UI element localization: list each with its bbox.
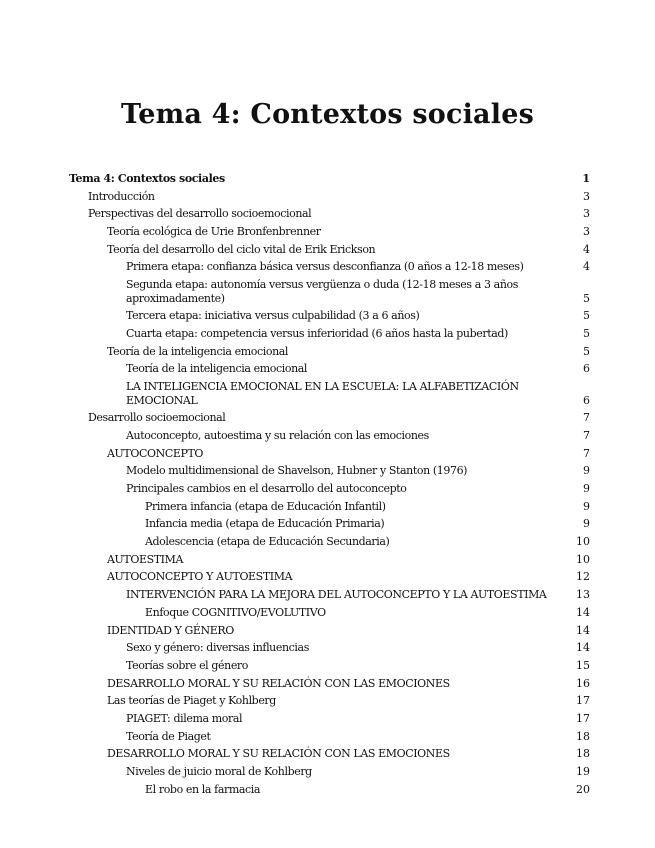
toc-entry-title: Teoría ecológica de Urie Bronfenbrenner [107, 225, 321, 239]
toc-entry[interactable] [69, 172, 590, 186]
toc-entry[interactable] [69, 309, 590, 323]
toc-entry-title: Adolescencia (etapa de Educación Secundaria) [145, 535, 390, 549]
toc-entry-page-number: 18 [576, 729, 590, 743]
toc-entry-page-number: 5 [583, 327, 590, 340]
toc-entry[interactable] [69, 747, 590, 761]
toc-entry[interactable] [69, 225, 590, 239]
toc-entry[interactable] [69, 429, 590, 443]
toc-entry-title: El robo en la farmacia [145, 782, 261, 796]
toc-entry-page-number: 14 [576, 623, 590, 637]
toc-entry-title: Teoría de la inteligencia emocional [107, 344, 289, 358]
toc-entry-title: Modelo multidimensional de Shavelson, Hubner y Stanton (1976) [126, 464, 468, 478]
toc-entry-title: Sexo y género: diversas influencias [126, 641, 309, 655]
toc-entry[interactable] [69, 624, 590, 638]
toc-entry-title: Primera etapa: confianza básica versus desconfianza (0 años a 12-18 meses) [126, 260, 524, 274]
toc-entry-page-number: 6 [583, 362, 590, 376]
toc-entry-title: DESARROLLO MORAL Y SU RELACIÓN CON LAS EMOCIONES [107, 676, 450, 690]
toc-entry-title: Cuarta etapa: competencia versus inferioridad (6 años hasta la pubertad) [126, 327, 508, 340]
toc-entry[interactable] [69, 712, 590, 726]
toc-entry-title: Teoría de la inteligencia emocional [126, 362, 308, 376]
toc-entry-title: Desarrollo socioemocional [88, 411, 226, 425]
toc-entry[interactable] [69, 517, 590, 531]
toc-entry-title: AUTOCONCEPTO Y AUTOESTIMA [107, 570, 293, 584]
toc-entry-title: Segunda etapa: autonomía versus vergüenza o duda (12-18 meses a 3 años aproximadamente) [126, 278, 518, 305]
toc-entry[interactable] [69, 464, 590, 478]
toc-entry-title: DESARROLLO MORAL Y SU RELACIÓN CON LAS EMOCIONES [107, 747, 450, 761]
toc-entry-page-number: 10 [576, 535, 590, 549]
toc-entry-page-number: 7 [583, 428, 590, 442]
toc-entry-title: Perspectivas del desarrollo socioemocional [88, 207, 312, 221]
toc-entry-title: Niveles de juicio moral de Kohlberg [126, 765, 312, 778]
table-of-contents [69, 172, 590, 800]
toc-entry-page-number: 1 [582, 172, 590, 185]
toc-entry-title: Primera infancia (etapa de Educación Infantil) [145, 499, 386, 513]
toc-entry-page-number: 5 [583, 344, 590, 358]
toc-entry[interactable] [69, 278, 590, 305]
toc-entry-page-number: 14 [576, 641, 590, 655]
toc-entry-title: Teoría del desarrollo del ciclo vital de Erik Erickson [107, 242, 376, 256]
toc-entry[interactable] [69, 207, 590, 221]
toc-entry-title: Tercera etapa: iniciativa versus culpabilidad (3 a 6 años) [126, 309, 420, 323]
toc-entry[interactable] [69, 677, 590, 691]
toc-entry[interactable] [69, 482, 590, 496]
toc-entry-title: Infancia media (etapa de Educación Primaria) [145, 517, 385, 531]
toc-entry[interactable] [69, 500, 590, 514]
toc-entry-page-number: 5 [583, 291, 590, 305]
toc-entry[interactable] [69, 783, 590, 797]
toc-entry-page-number: 3 [583, 189, 590, 203]
toc-entry-page-number: 19 [576, 765, 590, 778]
toc-entry-title: Autoconcepto, autoestima y su relación con las emociones [126, 428, 429, 442]
toc-entry-page-number: 4 [583, 242, 590, 256]
toc-entry-page-number: 12 [576, 570, 590, 584]
toc-entry[interactable] [69, 765, 590, 779]
toc-entry-title: Enfoque COGNITIVO/EVOLUTIVO [145, 605, 326, 619]
toc-entry[interactable] [69, 659, 590, 673]
toc-entry-page-number: 3 [583, 207, 590, 221]
toc-entry[interactable] [69, 606, 590, 620]
toc-entry-page-number: 15 [576, 658, 590, 672]
toc-entry[interactable] [69, 345, 590, 359]
toc-entry[interactable] [69, 260, 590, 274]
toc-entry-page-number: 9 [583, 464, 590, 478]
toc-entry-page-number: 6 [583, 393, 590, 407]
toc-entry-page-number: 9 [583, 517, 590, 531]
toc-entry[interactable] [69, 588, 590, 602]
toc-entry-page-number: 3 [583, 225, 590, 239]
toc-entry-page-number: 16 [576, 676, 590, 690]
toc-entry[interactable] [69, 380, 590, 407]
toc-entry-page-number: 10 [576, 552, 590, 566]
toc-entry[interactable] [69, 190, 590, 204]
toc-entry-title: AUTOCONCEPTO [107, 446, 204, 460]
toc-entry-page-number: 7 [583, 446, 590, 460]
toc-entry-page-number: 18 [576, 747, 590, 761]
toc-entry-title: INTERVENCIÓN PARA LA MEJORA DEL AUTOCONCEPTO Y LA AUTOESTIMA [126, 588, 547, 602]
toc-entry-title: Las teorías de Piaget y Kohlberg [107, 694, 276, 708]
toc-entry-title: Tema 4: Contextos sociales [69, 172, 225, 185]
toc-entry-title: Teorías sobre el género [126, 658, 249, 672]
toc-entry-page-number: 17 [576, 711, 590, 725]
toc-entry-page-number: 7 [583, 411, 590, 425]
toc-entry-title: Principales cambios en el desarrollo del autoconcepto [126, 482, 407, 495]
toc-entry[interactable] [69, 694, 590, 708]
toc-entry-title: Introducción [88, 189, 155, 203]
page-title: Tema 4: Contextos sociales [121, 99, 534, 130]
toc-entry-page-number: 14 [576, 605, 590, 619]
toc-entry-title: LA INTELIGENCIA EMOCIONAL EN LA ESCUELA: LA ALFABETIZACIÓN EMOCIONAL [126, 380, 519, 407]
toc-entry[interactable] [69, 362, 590, 376]
toc-entry-title: PIAGET: dilema moral [126, 711, 243, 725]
toc-entry-page-number: 5 [583, 309, 590, 323]
toc-entry[interactable] [69, 327, 590, 341]
toc-entry-page-number: 13 [576, 588, 590, 602]
toc-entry-title: Teoría de Piaget [126, 729, 211, 743]
toc-entry-page-number: 20 [576, 782, 590, 796]
toc-entry-title: IDENTIDAD Y GÉNERO [107, 623, 234, 637]
toc-entry[interactable] [69, 243, 590, 257]
toc-entry[interactable] [69, 411, 590, 425]
toc-entry[interactable] [69, 730, 590, 744]
toc-entry[interactable] [69, 641, 590, 655]
toc-entry[interactable] [69, 553, 590, 567]
toc-entry[interactable] [69, 535, 590, 549]
toc-entry[interactable] [69, 570, 590, 584]
toc-entry-title: AUTOESTIMA [107, 552, 184, 566]
toc-entry-page-number: 4 [583, 260, 590, 274]
toc-entry-page-number: 9 [583, 499, 590, 513]
toc-entry[interactable] [69, 447, 590, 461]
toc-entry-page-number: 17 [576, 694, 590, 708]
toc-entry-page-number: 9 [583, 482, 590, 495]
